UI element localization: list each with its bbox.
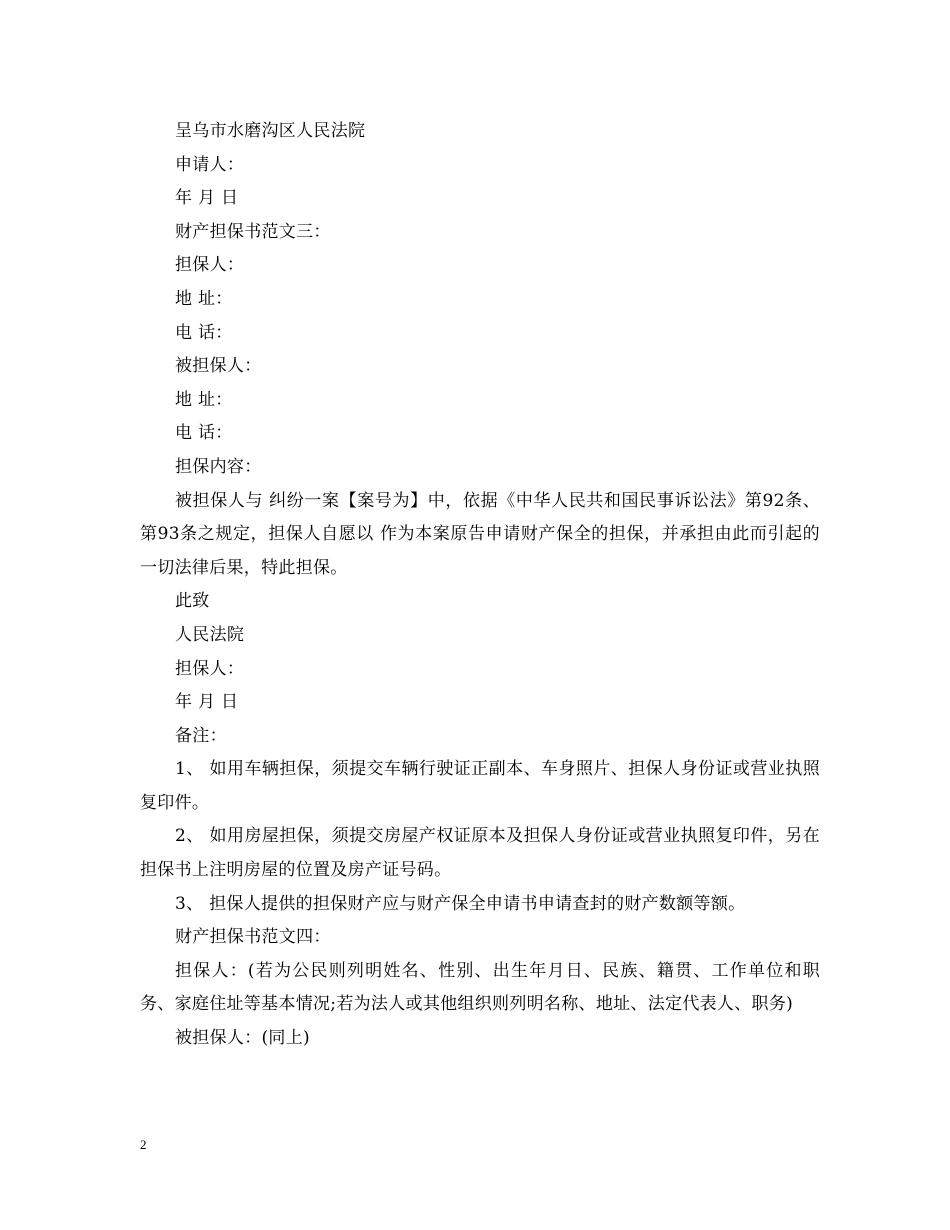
notes-label: 备注： [175, 725, 227, 746]
page-number: 2 [140, 1137, 147, 1152]
phone-label: 电 话： [175, 322, 233, 343]
guarantor-signature-label: 担保人： [175, 658, 245, 679]
note-item-3: 3、 担保人提供的担保财产应与财产保全申请书申请查封的财产数额等额。 [175, 893, 746, 914]
section-heading-three: 财产担保书范文三： [175, 221, 331, 242]
guaranteed-party-label: 被担保人： [175, 356, 262, 377]
section-heading-four: 财产担保书范文四： [175, 927, 331, 948]
date-line: 年 月 日 [175, 692, 239, 713]
court-name: 呈乌市水磨沟区人民法院 [175, 121, 366, 141]
address-label: 地 址： [175, 288, 233, 309]
guarantee-content-label: 担保内容： [175, 456, 262, 477]
note-item-2: 2、 如用房屋担保，须提交房屋产权证原本及担保人身份证或营业执照复印件，另在担保书上注明房屋的位置及房产证号码。 [140, 826, 820, 881]
guarantor-label: 担保人： [175, 255, 245, 276]
court-recipient: 人民法院 [175, 624, 245, 645]
guaranteed-party-details: 被担保人：(同上) [175, 1028, 310, 1049]
salutation: 此致 [175, 591, 210, 612]
phone-label: 电 话： [175, 423, 233, 444]
applicant-label: 申请人： [175, 154, 245, 175]
note-item-1: 1、 如用车辆担保，须提交车辆行驶证正副本、车身照片、担保人身份证或营业执照复印件。 [140, 759, 820, 813]
date-line: 年 月 日 [175, 188, 239, 209]
document-body [140, 115, 820, 1056]
guarantor-details-paragraph: 担保人：(若为公民则列明姓名、性别、出生年月日、民族、籍贯、工作单位和职务、家庭住址等基本情况;若为法人或其他组织则列明名称、地址、法定代表人、职务) [140, 960, 820, 1015]
address-label: 地 址： [175, 389, 233, 410]
guarantee-content-paragraph: 被担保人与 纠纷一案【案号为】中，依据《中华人民共和国民事诉讼法》第92条、第93条之规定，担保人自愿以 作为本案原告申请财产保全的担保，并承担由此而引起的一切法律后果，特此担保。 [140, 490, 820, 578]
